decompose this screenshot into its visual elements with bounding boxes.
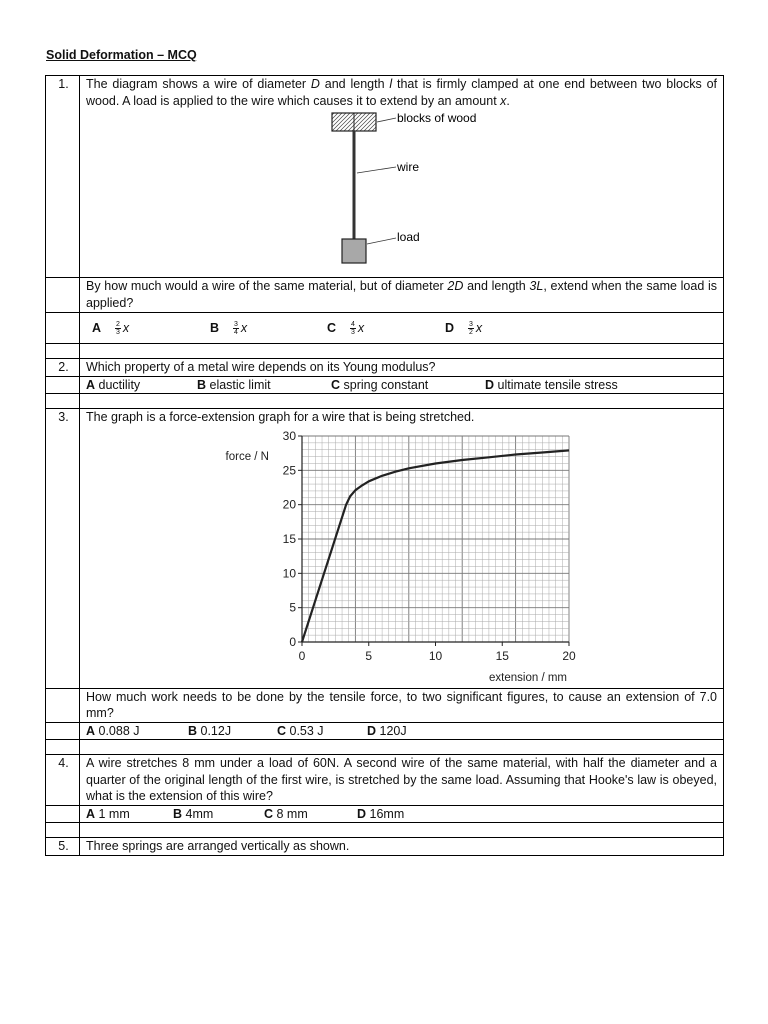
y-tick-label: 30 — [282, 428, 296, 443]
q4-options — [86, 806, 717, 823]
page-title: Solid Deformation – MCQ — [46, 48, 197, 62]
x-tick-label: 15 — [495, 648, 509, 663]
q1-number: 1. — [58, 77, 69, 91]
q3-option-c[interactable]: C 0.53 J — [277, 723, 324, 738]
x-tick-label: 5 — [365, 648, 373, 663]
x-tick-label: 0 — [298, 648, 306, 663]
q5-number: 5. — [58, 839, 69, 853]
label-wire: wire — [397, 160, 420, 174]
q2-text: Which property of a metal wire depends on its Young modulus? — [80, 359, 724, 377]
q2-option-c[interactable]: C spring constant — [331, 377, 429, 392]
q4-row — [46, 755, 724, 806]
q2-option-b[interactable]: B elastic limit — [197, 377, 271, 392]
y-tick-label: 15 — [282, 531, 296, 546]
q4-options-row — [46, 805, 724, 823]
y-tick-label: 10 — [282, 565, 296, 580]
q2-options — [86, 377, 717, 394]
q2-row — [46, 359, 724, 377]
q1-row — [46, 76, 724, 278]
y-axis-label: force / N — [225, 450, 269, 463]
q1-options — [86, 320, 717, 337]
q3-option-a[interactable]: A 0.088 J — [86, 723, 140, 738]
q3-question-row — [46, 688, 724, 722]
q2-option-d[interactable]: D ultimate tensile stress — [485, 377, 618, 392]
q1-question: By how much would a wire of the same material, but of diameter 2D and length 3L, extend when the same load is applied? — [80, 278, 724, 313]
q3-options-row — [46, 722, 724, 740]
q1-text: The diagram shows a wire of diameter D and length l that is firmly clamped at one end between two blocks of wood. A load is applied to the wire which causes it to extend by an amount x. — [86, 77, 717, 108]
q1-options-row — [46, 313, 724, 344]
q1-question-row — [46, 278, 724, 313]
q2-number: 2. — [58, 360, 69, 374]
q3-row — [46, 409, 724, 689]
y-tick-label: 20 — [282, 497, 296, 512]
q4-text: A wire stretches 8 mm under a load of 60N. A second wire of the same material, with half the diameter and a quarter of the original length of the first wire, is stretched by the same load. Assuming that Hooke's law is obeyed, what is the extension of this wire? — [80, 755, 724, 806]
q1-option-b[interactable]: B $\frac{3}{4}$ x — [210, 320, 248, 336]
q1-option-c[interactable]: C $\frac{4}{3}$ x — [327, 320, 365, 336]
q4-option-a[interactable]: A 1 mm — [86, 806, 130, 821]
q5-row — [46, 838, 724, 856]
q4-option-b[interactable]: B 4mm — [173, 806, 214, 821]
label-blocks: blocks of wood — [397, 111, 477, 125]
q2-option-a[interactable]: A ductility — [86, 377, 141, 392]
force-extension-chart — [80, 426, 640, 688]
y-tick-label: 25 — [282, 462, 296, 477]
q4-option-c[interactable]: C 8 mm — [264, 806, 308, 821]
x-axis-label: extension / mm — [489, 671, 567, 684]
x-tick-label: 10 — [428, 648, 443, 663]
q2-options-row — [46, 376, 724, 394]
wire-diagram — [324, 111, 624, 273]
y-tick-label: 5 — [289, 600, 296, 615]
label-load: load — [397, 230, 420, 244]
q1-option-a[interactable]: A $\frac{2}{3}$ x — [92, 320, 130, 336]
q3-options — [86, 723, 717, 740]
q1-option-d[interactable]: D $\frac{3}{2}$ x — [445, 320, 483, 336]
q5-text: Three springs are arranged vertically as shown. — [80, 838, 724, 856]
q3-option-d[interactable]: D 120J — [367, 723, 407, 738]
question-table — [45, 75, 724, 856]
load-shape — [342, 239, 366, 263]
q3-text: The graph is a force-extension graph for a wire that is being stretched. — [86, 410, 475, 424]
x-tick-label: 20 — [562, 648, 576, 663]
q3-question: How much work needs to be done by the tensile force, to two significant figures, to cause an extension of 7.0 mm? — [80, 688, 724, 722]
q4-number: 4. — [58, 756, 69, 770]
q4-option-d[interactable]: D 16mm — [357, 806, 405, 821]
y-tick-label: 0 — [289, 634, 296, 649]
q3-option-b[interactable]: B 0.12J — [188, 723, 232, 738]
q3-number: 3. — [58, 410, 69, 424]
